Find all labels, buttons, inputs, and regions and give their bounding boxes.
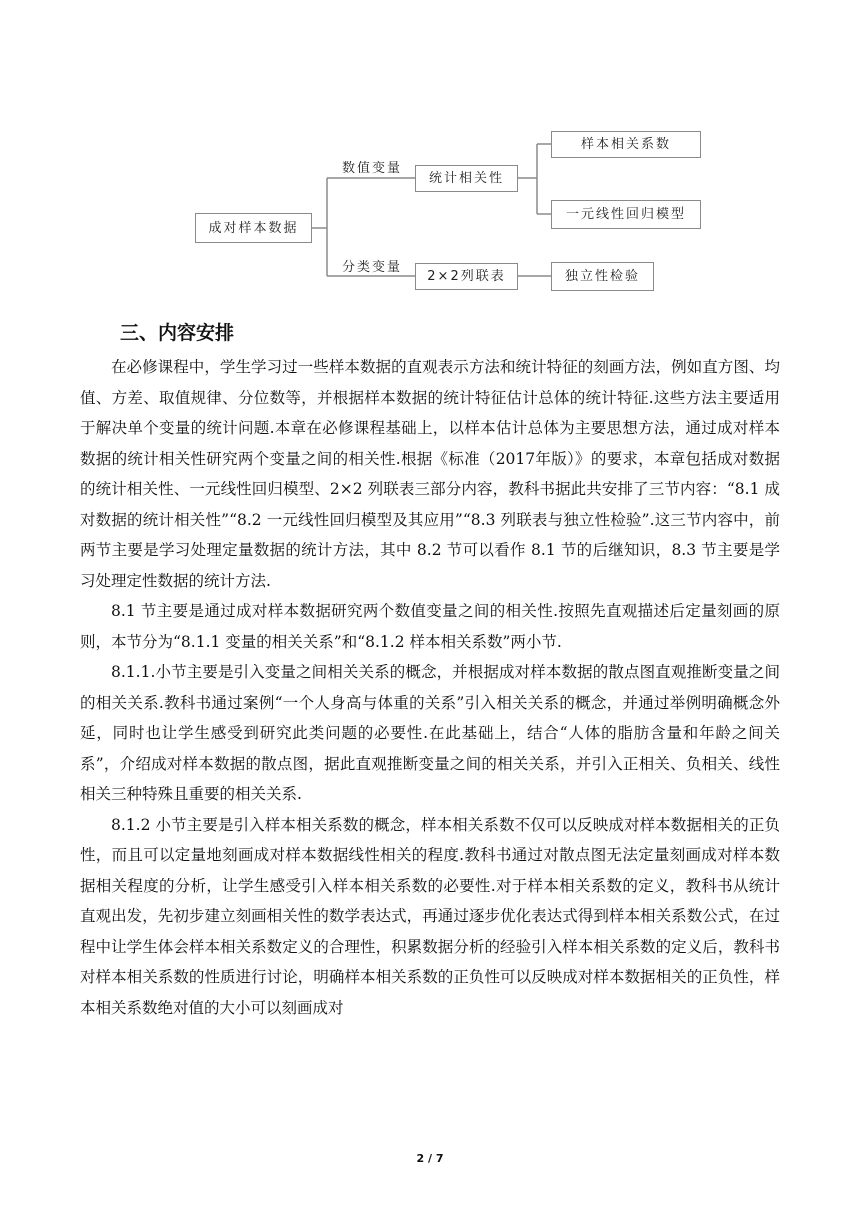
branch-label-numeric: 数值变量 [342, 161, 403, 176]
sample-correlation-leaf: 样本相关系数 [551, 131, 701, 158]
paragraph: 在必修课程中，学生学习过一些样本数据的直观表示方法和统计特征的刻画方法，例如直方图、均值、方差、取值规律、分位数等，并根据样本数据的统计特征估计总体的统计特征.这些方法主要适用于解决单个变量的统计问题.本章在必修课程基础上，以样本估计总体为主要思想方法，通过成对样本数据的统计相关性研究两个变量之间的相关性.根据《标准（2017年版）》的要求，本章包括成对数据的统计相关性、一元线性回归模型、2×2 列联表三部分内容，教科书据此共安排了三节内容：“8.1 成对数据的统计相关性”“8.2 一元线性回归模型及其应用”“8.3 列联表与独立性检验”.这三节内容中，前两节主要是学习处理定量数据的统计方法，其中 8.2 节可以看作 8.1 节的后继知识，8.3 节主要是学习处理定性数据的统计方法. [80, 358, 780, 590]
paragraph: 8.1.1.小节主要是引入变量之间相关关系的概念，并根据成对样本数据的散点图直观推断变量之间的相关关系.教科书通过案例“一个人身高与体重的关系”引入相关关系的概念，并通过举例明确概念外延，同时也让学生感受到研究此类问题的必要性.在此基础上，结合“人体的脂肪含量和年龄之间关系”，介绍成对样本数据的散点图，据此直观推断变量之间的相关关系，并引入正相关、负相关、线性相关三种特殊且重要的相关关系. [80, 663, 780, 803]
paragraph: 8.1 节主要是通过成对样本数据研究两个数值变量之间的相关性.按照先直观描述后定量刻画的原则，本节分为“8.1.1 变量的相关关系”和“8.1.2 样本相关系数”两小节. [80, 602, 780, 651]
root-node: 成对样本数据 [195, 213, 312, 243]
independence-test-leaf: 独立性检验 [551, 262, 654, 291]
body-text [80, 352, 780, 1023]
paragraph: 8.1.2 小节主要是引入样本相关系数的概念，样本相关系数不仅可以反映成对样本数据相关的正负性，而且可以定量地刻画成对样本数据线性相关的程度.教科书通过对散点图无法定量刻画成对样本数据相关程度的分析，让学生感受引入样本相关系数的必要性.对于样本相关系数的定义，教科书从统计直观出发，先初步建立刻画相关性的数学表达式，再通过逐步优化表达式得到样本相关系数公式，在过程中让学生体会样本相关系数定义的合理性，积累数据分析的经验引入样本相关系数的定义后，教科书对样本相关系数的性质进行讨论，明确样本相关系数的正负性可以反映成对样本数据相关的正负性，样本相关系数绝对值的大小可以刻画成对 [80, 815, 780, 1017]
linear-regression-leaf: 一元线性回归模型 [551, 200, 701, 229]
concept-diagram [0, 0, 860, 310]
page-number: 2 / 7 [416, 1152, 444, 1165]
section-heading: 三、内容安排 [120, 322, 235, 344]
branch-label-categorical: 分类变量 [342, 260, 403, 275]
contingency-table-node: 2×2列联表 [415, 263, 518, 290]
stat-correlation-node: 统计相关性 [415, 165, 518, 192]
